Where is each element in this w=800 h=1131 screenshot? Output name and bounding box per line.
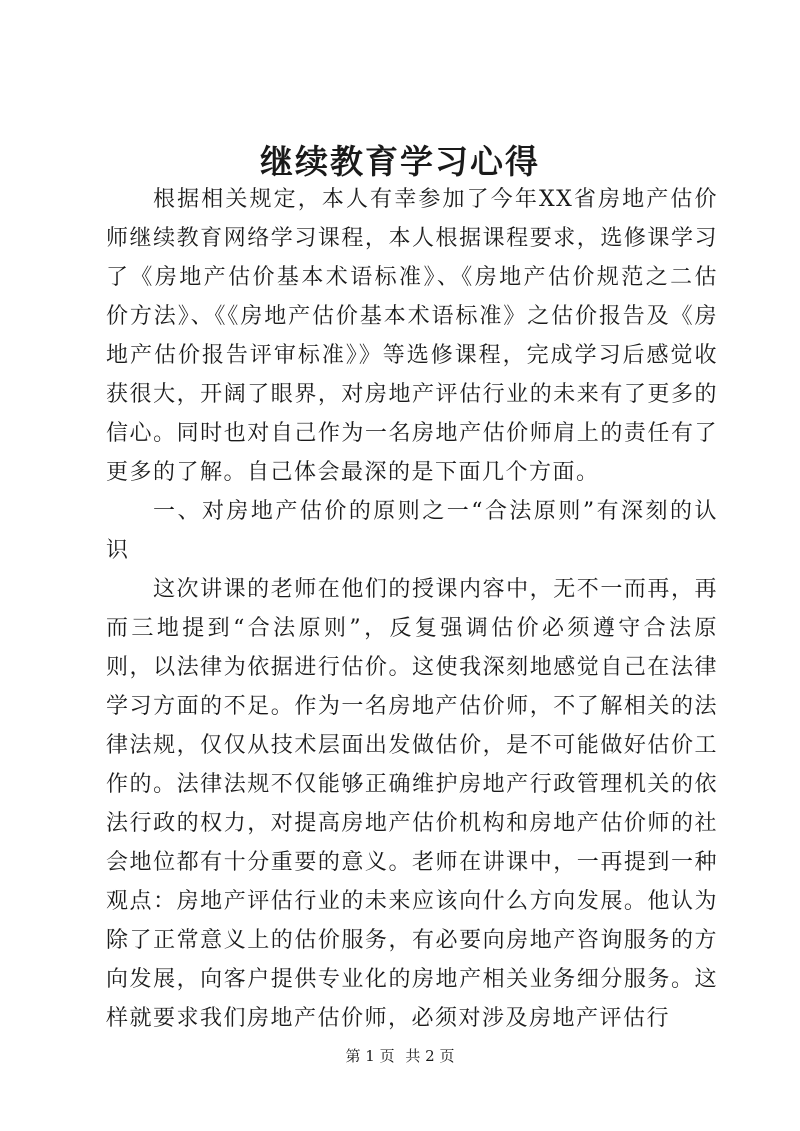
document-body xyxy=(106,180,718,1038)
page-number: 第 1 页 xyxy=(345,1047,395,1065)
page-footer xyxy=(0,1046,800,1066)
body-paragraph: 这次讲课的老师在他们的授课内容中，无不一而再，再而三地提到“合法原则”，反复强调估价必须遵守合法原则，以法律为依据进行估价。这使我深刻地感觉自己在法律学习方面的不足。作为一名房地产估价师，不了解相关的法律法规，仅仅从技术层面出发做估价，是不可能做好估价工作的。法律法规不仅能够正确维护房地产行政管理机关的依法行政的权力，对提高房地产估价机构和房地产估价师的社会地位都有十分重要的意义。老师在讲课中，一再提到一种观点：房地产评估行业的未来应该向什么方向发展。他认为除了正常意义上的估价服务，有必要向房地产咨询服务的方向发展，向客户提供专业化的房地产相关业务细分服务。这样就要求我们房地产估价师，必须对涉及房地产评估行 xyxy=(106,577,718,1031)
intro-paragraph: 根据相关规定，本人有幸参加了今年XX省房地产估价师继续教育网络学习课程，本人根据课程要求，选修课学习了《房地产估价基本术语标准》、《房地产估价规范之二估价方法》、《《房地产估价基本术语标准》之估价报告及《房地产估价报告评审标准》》等选修课程，完成学习后感觉收获很大，开阔了眼界，对房地产评估行业的未来有了更多的信心。同时也对自己作为一名房地产估价师肩上的责任有了更多的了解。自己体会最深的是下面几个方面。 xyxy=(106,187,718,485)
page-total: 共 2 页 xyxy=(405,1047,455,1065)
section-heading: 一、对房地产估价的原则之一“合法原则”有深刻的认识 xyxy=(106,499,718,563)
document-title: 继续教育学习心得 xyxy=(260,142,540,181)
